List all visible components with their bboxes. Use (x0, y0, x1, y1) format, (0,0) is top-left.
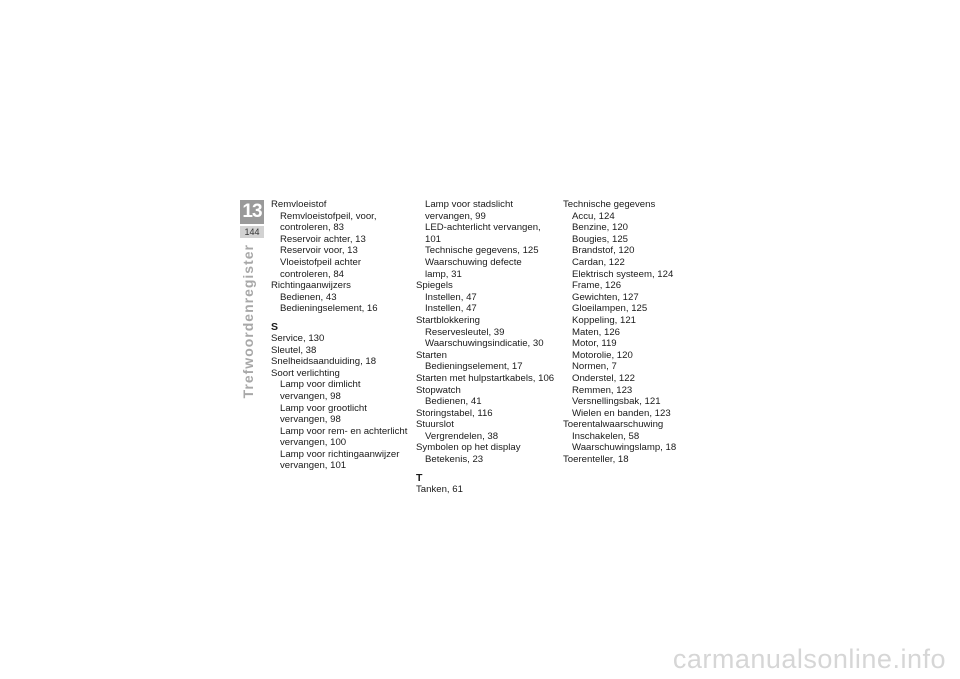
index-subentry: controleren, 84 (280, 268, 344, 280)
index-subentry: Koppeling, 121 (572, 314, 637, 326)
index-subentry: Frame, 126 (572, 280, 622, 292)
index-letter-heading: S (271, 320, 279, 333)
index-letter-heading: T (416, 471, 423, 484)
index-term: Remvloeistof (271, 199, 327, 210)
index-subentry: Bougies, 125 (572, 233, 629, 245)
index-term: Soort verlichting (271, 367, 340, 379)
index-entry (563, 454, 703, 466)
index-entry (416, 315, 558, 350)
index-entry (416, 385, 558, 408)
index-entry (271, 368, 411, 472)
index-subentry: Cardan, 122 (572, 256, 625, 268)
index-entry (416, 350, 558, 373)
index-subentry: Instellen, 47 (425, 303, 477, 315)
index-entry (271, 333, 411, 345)
index-term: Toerenteller, 18 (563, 454, 629, 466)
index-subentry: Technische gegevens, 125 (425, 245, 539, 257)
index-subentry: Motorolie, 120 (572, 349, 633, 361)
index-subentry: Bedienen, 43 (280, 291, 337, 303)
index-subentry: Waarschuwingslamp, 18 (572, 442, 677, 454)
section-title-vertical (240, 244, 256, 398)
index-entry (416, 484, 558, 496)
index-entry (563, 199, 703, 419)
index-subentry: Reservoir voor, 13 (280, 245, 358, 257)
index-term: Richtingaanwijzers (271, 280, 351, 292)
index-subentry: Onderstel, 122 (572, 372, 635, 384)
index-subentry: Bedienen, 41 (425, 396, 482, 408)
index-entry (271, 356, 411, 368)
index-subentry: Motor, 119 (572, 338, 617, 350)
watermark: carmanualsonline.info (672, 644, 946, 674)
index-entry (416, 419, 558, 442)
index-term: Startblokkering (416, 314, 480, 326)
index-subentry: lamp, 31 (425, 268, 462, 280)
index-subentry: Betekenis, 23 (425, 454, 484, 466)
index-subentry: Maten, 126 (572, 326, 621, 338)
index-entry (416, 408, 558, 420)
index-term: Spiegels (416, 280, 453, 292)
index-term: Service, 130 (271, 332, 325, 344)
index-term: Technische gegevens (563, 199, 656, 210)
index-subentry: Lamp voor dimlicht (280, 379, 361, 391)
index-subentry: Remmen, 123 (572, 384, 633, 396)
index-term: Symbolen op het display (416, 442, 521, 454)
section-title: Trefwoordenregister (240, 244, 256, 399)
index-subentry: Lamp voor richtingaanwijzer (280, 448, 400, 460)
index-subentry: Wielen en banden, 123 (572, 407, 671, 419)
index-column-1 (271, 199, 411, 472)
page-number: 144 (240, 226, 264, 238)
index-entry (416, 199, 558, 280)
index-entry (563, 419, 703, 454)
index-term: Stopwatch (416, 384, 461, 396)
index-subentry: Gewichten, 127 (572, 291, 639, 303)
index-term: Starten (416, 349, 447, 361)
index-subentry: Vloeistofpeil achter (280, 256, 362, 268)
index-term: Toerentalwaarschuwing (563, 419, 664, 431)
index-subentry: Waarschuwingsindicatie, 30 (425, 338, 544, 350)
index-subentry: Bedieningselement, 17 (425, 361, 523, 373)
index-subentry: Brandstof, 120 (572, 245, 635, 257)
index-term: Tanken, 61 (416, 483, 463, 495)
chapter-number: 13 (240, 200, 264, 224)
index-subentry: vervangen, 98 (280, 414, 341, 426)
index-subentry: Benzine, 120 (572, 222, 629, 234)
index-subentry: Elektrisch systeem, 124 (572, 268, 674, 280)
index-subentry: vervangen, 98 (280, 390, 341, 402)
index-subentry: Vergrendelen, 38 (425, 430, 499, 442)
index-column-2 (416, 199, 558, 495)
index-subentry: vervangen, 101 (280, 460, 347, 472)
index-entry (416, 442, 558, 465)
index-subentry: Versnellingsbak, 121 (572, 396, 661, 408)
index-subentry: Reservesleutel, 39 (425, 326, 505, 338)
index-subentry: Lamp voor grootlicht (280, 402, 367, 414)
index-subentry: Waarschuwing defecte (425, 256, 522, 268)
index-subentry: vervangen, 99 (425, 210, 486, 222)
index-term: Starten met hulpstartkabels, 106 (416, 372, 555, 384)
index-term: Sleutel, 38 (271, 344, 317, 356)
index-entry (416, 373, 558, 385)
index-subentry: Inschakelen, 58 (572, 430, 640, 442)
index-subentry: vervangen, 100 (280, 437, 347, 449)
index-entry (271, 345, 411, 357)
index-subentry: Reservoir achter, 13 (280, 233, 366, 245)
index-subentry: Lamp voor stadslicht (425, 199, 513, 210)
index-entry (271, 280, 411, 315)
index-subentry: LED-achterlicht vervangen, 101 (425, 222, 541, 245)
index-entry (416, 280, 558, 315)
index-subentry: Lamp voor rem- en achterlicht (280, 425, 408, 437)
index-subentry: Accu, 124 (572, 210, 615, 222)
index-subentry: Remvloeistofpeil, voor, (280, 210, 377, 222)
index-subentry: controleren, 83 (280, 222, 344, 234)
index-term: Stuurslot (416, 419, 454, 431)
index-term: Storingstabel, 116 (416, 407, 493, 419)
index-subentry: Bedieningselement, 16 (280, 303, 378, 315)
index-subentry: Gloeilampen, 125 (572, 303, 648, 315)
index-term: Snelheidsaanduiding, 18 (271, 356, 377, 368)
index-subentry: Normen, 7 (572, 361, 617, 373)
index-column-3 (563, 199, 703, 466)
index-subentry: Instellen, 47 (425, 291, 477, 303)
index-entry (271, 199, 411, 280)
